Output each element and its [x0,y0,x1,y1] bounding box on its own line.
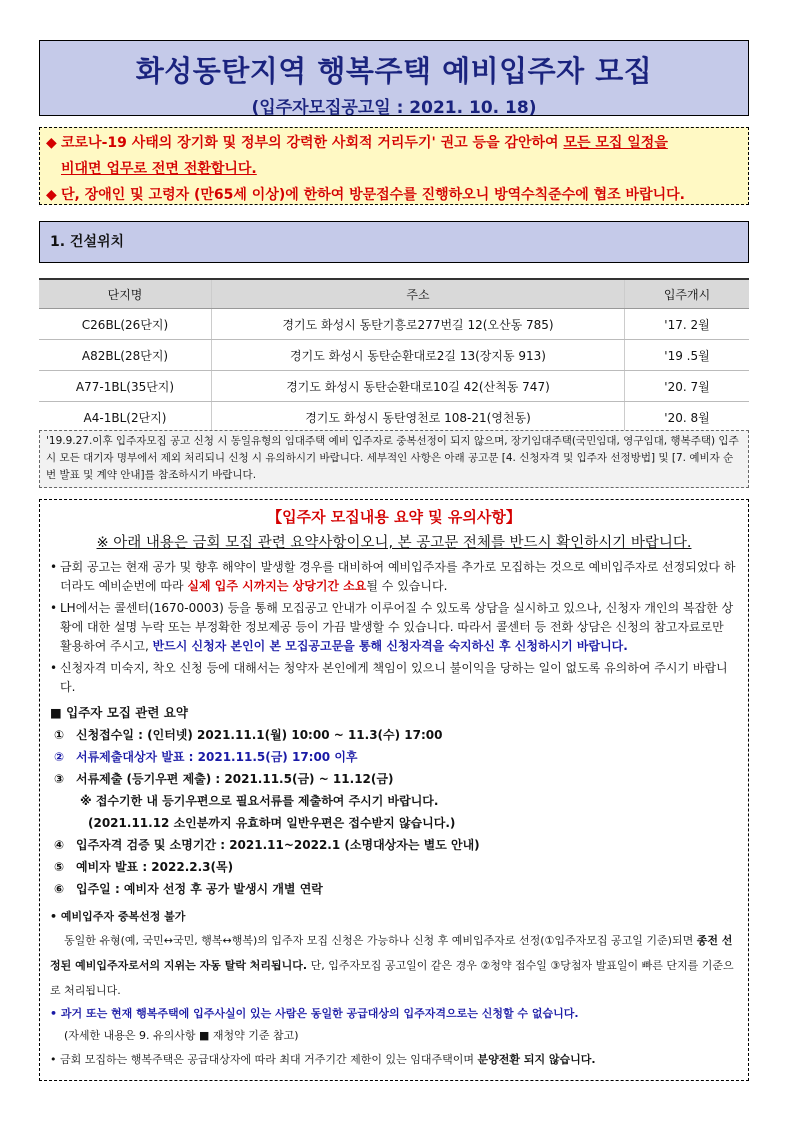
duplicate-heading [50,906,738,928]
table-row [39,340,749,371]
section-heading-location: 1. 건설위치 [39,221,749,263]
page-title: 화성동탄지역 행복주택 예비입주자 모집 [135,54,653,88]
duplicate-paragraph [50,928,738,1003]
duplicate-heading-text: 예비입주자 중복선정 불가 [60,910,186,923]
table-cell: A82BL(28단지) [39,340,212,371]
summary-paragraph-3 [50,659,738,697]
notice-line-2: 비대면 업무로 전면 전환합니다. [61,161,257,177]
notice-text-c: 단, 장애인 및 고령자 (만65세 이상)에 한하여 방문접수를 진행하오니 방역수칙준수에 협조 바랍니다. [61,187,685,203]
final-notice [50,1049,738,1071]
summary-paragraph-1 [50,558,738,596]
paragraph-text: 금회 모집하는 행복주택은 공급대상자에 따라 최대 거주기간 제한이 있는 임대주택이며 [60,1053,478,1066]
table-cell: '19 .5월 [625,340,750,371]
summary-title: 【입주자 모집내용 요약 및 유의사항】 [267,508,521,526]
bullet-icon: • [50,910,58,923]
table-header-row [39,279,749,309]
reference-note: (자세한 내용은 9. 유의사항 ■ 재청약 기준 참고) [64,1029,299,1042]
table-row [39,402,749,434]
column-header: 입주개시 [625,279,750,309]
item-number: ① [54,728,65,742]
item-text: 입주자격 검증 및 소명기간 : 2021.11~2022.1 (소명대상자는 별도 안내) [76,838,480,852]
table-cell: '20. 7월 [625,371,750,402]
schedule-item [50,768,738,790]
highlight-text: 분양전환 되지 않습니다. [477,1053,596,1066]
item-number: ⑥ [54,882,65,896]
notice-text-underlined: 모든 모집 일정을 [563,135,668,151]
notice-line-3 [46,182,742,208]
item-number: ④ [54,838,65,852]
duplicate-selection-caution: '19.9.27.이후 입주자모집 공고 신청 시 동일유형의 임대주택 예비 입주자로 중복선정이 되지 않으며, 장기임대주택(국민임대, 영구임대, 행복주택) 입주 시 모든 대기자 명부에서 제외 처리되니 신청 시 유의하시기 바랍니다. 세부적인 사항은 아래 공고문 [4. 신청자격 및 입주자 선정방법] 및 [7. 예비자 순번 발표 및 계약 안내]를 참조하시기 바랍니다. [39,430,749,488]
bullet-icon: • [50,1053,57,1066]
item-number: ③ [54,772,65,786]
table-cell: 경기도 화성시 동탄기흥로277번길 12(오산동 785) [212,309,625,340]
covid-notice [39,127,749,205]
table-cell: A77-1BL(35단지) [39,371,212,402]
item-note: ※ 접수기한 내 등기우편으로 필요서류를 제출하여 주시기 바랍니다. [80,794,439,808]
bullet-icon: • [50,601,58,615]
highlight-text: 종전 선정된 예비입주자로서의 지위는 자동 탈락 처리됩니다. [50,934,733,972]
bullet-icon: • [50,661,58,675]
item-text: 서류제출 (등기우편 제출) : 2021.11.5(금) ~ 11.12(금) [76,772,394,786]
schedule-item [50,834,738,856]
schedule-item [50,878,738,900]
item-text: 입주일 : 예비자 선정 후 공가 발생시 개별 연락 [76,882,323,896]
table-cell: '20. 8월 [625,402,750,434]
notice-line-1 [46,130,742,156]
schedule-item [50,856,738,878]
paragraph-text: 단, 입주자모집 공고일이 같은 경우 ②청약 접수일 ③당첨자 발표일이 빠른 단지를 기준으로 처리됩니다. [50,959,734,997]
summary-paragraph-2 [50,599,738,656]
column-header: 단지명 [39,279,212,309]
item-text: 예비자 발표 : 2022.2.3(목) [76,860,234,874]
table-cell: 경기도 화성시 동탄순환대로10길 42(산척동 747) [212,371,625,402]
announcement-date: (입주자모집공고일 : 2021. 10. 18) [251,98,537,118]
table-cell: C26BL(26단지) [39,309,212,340]
highlight-text: 실제 입주 시까지는 상당기간 소요 [187,579,367,593]
diamond-bullet-icon: ◆ [46,135,57,151]
item-number: ② [54,750,65,764]
table-row [39,309,749,340]
schedule-item [50,724,738,746]
table-cell: 경기도 화성시 동탄순환대로2길 13(장지동 913) [212,340,625,371]
bullet-icon: • [50,1007,58,1020]
item-number: ⑤ [54,860,65,874]
item-text: 서류제출대상자 발표 : 2021.11.5(금) 17:00 이후 [76,750,358,764]
title-box [39,40,749,116]
diamond-bullet-icon: ◆ [46,187,57,203]
table-cell: '17. 2월 [625,309,750,340]
past-resident-notice [50,1003,738,1025]
item-text: 신청접수일 : (인터넷) 2021.11.1(월) 10:00 ~ 11.3(수) 17:00 [76,728,443,742]
bullet-icon: • [50,560,58,574]
paragraph-text: 될 수 있습니다. [366,579,448,593]
recruitment-summary-heading: ■ 입주자 모집 관련 요약 [50,705,188,720]
table-row [39,371,749,402]
highlight-text: 반드시 신청자 본인이 본 모집공고문을 통해 신청자격을 숙지하신 후 신청하시기 바랍니다. [152,639,628,653]
column-header: 주소 [212,279,625,309]
past-resident-text: 과거 또는 현재 행복주택에 입주사실이 있는 사람은 동일한 공급대상의 입주자격으로는 신청할 수 없습니다. [60,1007,579,1020]
summary-note: ※ 아래 내용은 금회 모집 관련 요약사항이오니, 본 공고문 전체를 반드시 확인하시기 바랍니다. [96,535,692,551]
paragraph-text: 신청자격 미숙지, 착오 신청 등에 대해서는 청약자 본인에게 책임이 있으니 불이익을 당하는 일이 없도록 유의하여 주시기 바랍니다. [60,661,728,694]
table-cell: A4-1BL(2단지) [39,402,212,434]
paragraph-text: LH에서는 콜센터(1670-0003) 등을 통해 모집공고 안내가 이루어질 수 있도록 상담을 실시하고 있으나, 신청자 개인의 복잡한 상황에 대한 설명 누락 또는 부정확한 정보제공 등이 가끔 발생할 수 있습니다. 따라서 콜센터 등 전화 상담은 신청의 참고자료로만 활용하여 주시고, [60,601,734,653]
schedule-item [50,746,738,768]
location-table [39,278,749,434]
summary-box [39,499,749,1081]
table-cell: 경기도 화성시 동탄영천로 108-21(영천동) [212,402,625,434]
item-note: (2021.11.12 소인분까지 유효하며 일반우편은 접수받지 않습니다.) [88,816,456,830]
paragraph-text: 금회 공고는 현재 공가 및 향후 해약이 발생할 경우를 대비하여 예비입주자를 추가로 모집하는 것으로 예비입주자로 선정되었다 하더라도 예비순번에 따라 [60,560,736,593]
notice-text-a: 코로나-19 사태의 장기화 및 정부의 강력한 사회적 거리두기' 권고 등을 감안하여 [61,135,564,151]
paragraph-text: 동일한 유형(예, 국민↔국민, 행복↔행복)의 입주자 모집 신청은 가능하나 신청 후 예비입주자로 선정(①입주자모집 공고일 기준)되면 [64,934,697,947]
